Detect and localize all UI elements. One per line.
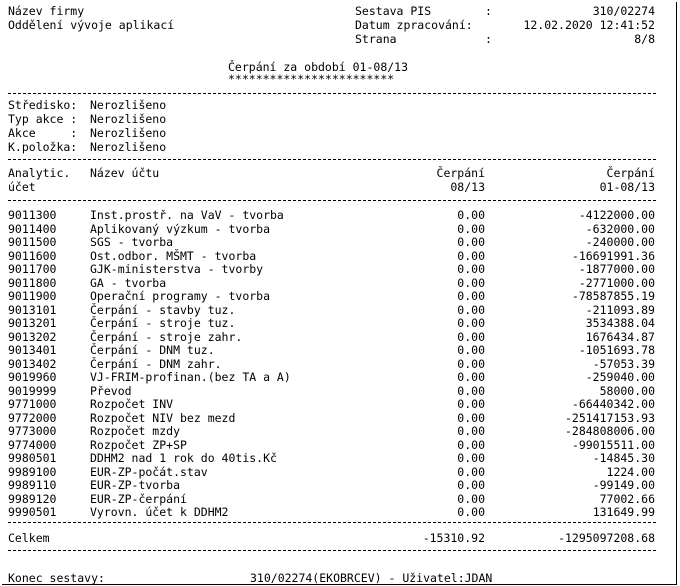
filter-label-cost-center: Středisko: [8,98,78,112]
account-number: 9980501 [8,451,57,465]
table-row [0,425,680,439]
title-underline: ************************ [228,72,395,86]
filter-label-budget-item: K.položka: [8,140,78,154]
cumulative-amount: 58000.00 [599,383,655,398]
account-name: Čerpání - stroje zahr. [90,329,243,344]
period-amount: 0.00 [457,289,485,303]
account-number: 9011400 [8,221,57,236]
account-name: Rozpočet NIV bez mezd [90,410,236,425]
period-amount: 0.00 [457,275,485,290]
total-cumulative: -1295097208.68 [558,531,655,545]
account-name: Ost.odbor. MŠMT - tvorba [90,248,257,263]
period-amount: 0.00 [457,451,485,465]
table-row [0,412,680,426]
page-colon: : [485,32,492,46]
filter-value-budget-item: Nerozlišeno [90,140,167,154]
cumulative-amount: 131649.99 [592,505,655,519]
account-number: 9013101 [8,302,57,317]
cumulative-amount: 1224.00 [606,464,655,479]
table-row [0,263,680,277]
divider [8,200,656,201]
period-amount: 0.00 [457,370,485,384]
cumulative-amount: -632000.00 [585,221,655,236]
table-row [0,358,680,372]
period-amount: 0.00 [457,383,485,398]
total-label: Celkem [8,531,50,545]
cumulative-amount: -14845.30 [592,451,655,465]
period-amount: 0.00 [457,248,485,263]
period-amount: 0.00 [457,478,485,492]
column-header-name: Název účtu [90,166,160,180]
account-name: Rozpočet ZP+SP [90,437,187,452]
account-number: 9013401 [8,343,57,357]
period-amount: 0.00 [457,505,485,519]
column-header-cumulative: Čerpání [606,166,655,180]
account-number: 9019960 [8,370,57,384]
cumulative-amount: -4122000.00 [578,208,655,222]
cumulative-amount: -284808006.00 [564,424,655,438]
cumulative-amount: 1676434.87 [585,329,655,344]
table-row [0,236,680,250]
table-row [0,250,680,264]
period-amount: 0.00 [457,464,485,479]
account-number: 9011900 [8,289,57,303]
period-amount: 0.00 [457,424,485,438]
page-number: 8/8 [634,32,655,46]
account-number: 9013201 [8,316,57,330]
period-amount: 0.00 [457,235,485,249]
account-number: 9989100 [8,464,57,479]
cumulative-amount: -99015511.00 [571,437,655,452]
total-period: -15310.92 [422,531,485,545]
table-row [0,277,680,291]
period-amount: 0.00 [457,397,485,411]
firm-name: Název firmy [8,4,85,18]
cumulative-amount: 3534388.04 [585,316,655,330]
processing-date: 12.02.2020 12:41:52 [523,18,655,32]
account-number: 9019999 [8,383,57,398]
account-number: 9989120 [8,491,57,506]
account-name: Rozpočet mzdy [90,424,181,438]
table-row [0,371,680,385]
period-amount: 0.00 [457,316,485,330]
filter-label-action-type: Typ akce : [8,112,78,126]
period-amount: 0.00 [457,302,485,317]
table-row [0,479,680,493]
account-name: DDHM2 nad 1 rok do 40tis.Kč [90,451,277,465]
column-header-analytic: Analytic. [8,166,71,180]
cumulative-amount: 77002.66 [599,491,655,506]
table-row [0,466,680,480]
account-name: SGS - tvorba [90,235,174,249]
divider [8,550,656,551]
report-number: 310/02274 [592,4,655,18]
cumulative-amount: -259040.00 [585,370,655,384]
table-row [0,439,680,453]
table-row [0,209,680,223]
cumulative-amount: -66440342.00 [571,397,655,411]
period-amount: 0.00 [457,329,485,344]
period-amount: 0.00 [457,491,485,506]
account-name: Čerpání - DNM tuz. [90,343,215,357]
account-name: Převod [90,383,132,398]
period-amount: 0.00 [457,437,485,452]
account-name: EUR-ZP-počát.stav [90,464,208,479]
cumulative-amount: -1051693.78 [578,343,655,357]
table-row [0,223,680,237]
divider [8,522,656,523]
report-title: Čerpání za období 01-08/13 [228,60,409,74]
divider [8,93,656,94]
account-number: 9774000 [8,437,57,452]
account-name: Vyrovn. účet k DDHM2 [90,505,229,519]
filter-value-cost-center: Nerozlišeno [90,98,167,112]
cumulative-amount: -211093.89 [585,302,655,317]
cumulative-amount: -78587855.19 [571,289,655,303]
filter-value-action: Nerozlišeno [90,126,167,140]
account-name: GA - tvorba [90,275,167,290]
column-header-cumulative-sub: 01-08/13 [599,180,655,194]
table-row [0,344,680,358]
table-row [0,317,680,331]
account-number: 9011600 [8,248,57,263]
account-name: Aplikovaný výzkum - tvorba [90,221,271,236]
account-name: Rozpočet INV [90,397,174,411]
account-number: 9013402 [8,356,57,371]
report-colon: : [485,4,492,18]
cumulative-amount: -240000.00 [585,235,655,249]
table-row [0,452,680,466]
column-header-period: Čerpání [436,166,485,180]
account-number: 9011700 [8,262,57,276]
account-number: 9773000 [8,424,57,438]
account-name: Čerpání - stroje tuz. [90,316,236,330]
filter-label-action: Akce : [8,126,78,140]
account-number: 9772000 [8,410,57,425]
column-header-period-sub: 08/13 [450,180,485,194]
account-number: 9011500 [8,235,57,249]
account-number: 9990501 [8,505,57,519]
date-label: Datum zpracování: [355,18,473,32]
cumulative-amount: -1877000.00 [578,262,655,276]
footer-label: Konec sestavy: [8,571,105,585]
account-name: Inst.prostř. na VaV - tvorba [90,208,284,222]
period-amount: 0.00 [457,208,485,222]
table-row [0,290,680,304]
period-amount: 0.00 [457,343,485,357]
table-row [0,385,680,399]
account-name: GJK-ministerstva - tvorby [90,262,264,276]
table-row [0,493,680,507]
account-name: EUR-ZP-tvorba [90,478,181,492]
account-number: 9011300 [8,208,57,222]
account-name: EUR-ZP-čerpání [90,491,187,506]
column-header-analytic-sub: účet [8,180,36,194]
account-number: 9989110 [8,478,57,492]
page-label: Strana [355,32,397,46]
account-name: Operační programy - tvorba [90,289,271,303]
period-amount: 0.00 [457,262,485,276]
report-label: Sestava PIS [355,4,432,18]
cumulative-amount: -99149.00 [592,478,655,492]
cumulative-amount: -2771000.00 [578,275,655,290]
cumulative-amount: -57053.39 [592,356,655,371]
divider [8,159,656,160]
cumulative-amount: -16691991.36 [571,248,655,263]
table-row [0,398,680,412]
department-name: Oddělení vývoje aplikací [8,18,175,32]
account-number: 9013202 [8,329,57,344]
period-amount: 0.00 [457,221,485,236]
account-name: Čerpání - DNM zahr. [90,356,222,371]
table-row [0,506,680,520]
period-amount: 0.00 [457,410,485,425]
footer-text: 310/02274(EKOBRCEV) - Uživatel:JDAN [250,571,493,585]
account-name: Čerpání - stavby tuz. [90,302,236,317]
filter-value-action-type: Nerozlišeno [90,112,167,126]
cumulative-amount: -251417153.93 [564,410,655,425]
account-number: 9771000 [8,397,57,411]
account-number: 9011800 [8,275,57,290]
table-row [0,331,680,345]
account-name: VJ-FRIM-profinan.(bez TA a A) [90,370,291,384]
period-amount: 0.00 [457,356,485,371]
table-row [0,304,680,318]
